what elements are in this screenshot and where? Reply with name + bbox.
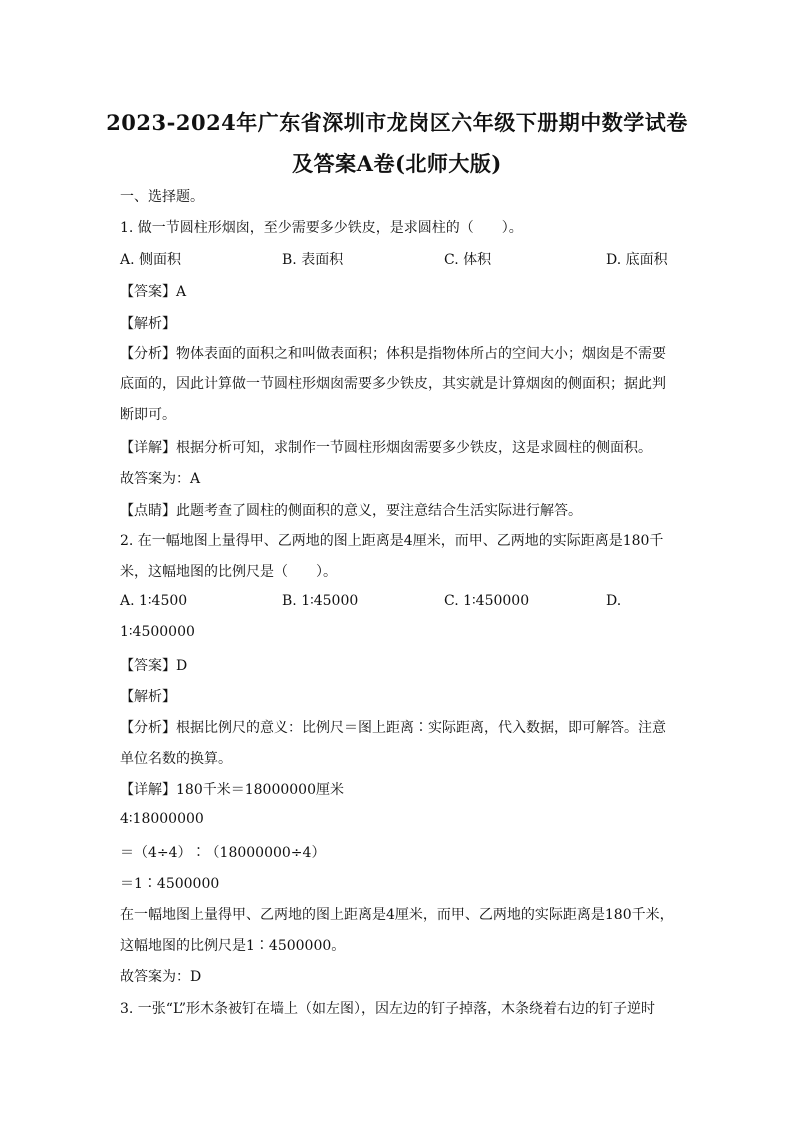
q1-fenxi-line-3: 断即可。 — [120, 407, 176, 423]
q2-detail-line-6: 这幅地图的比例尺是1∶4500000。 — [120, 938, 346, 954]
q1-analysis-label: 【解析】 — [120, 316, 176, 332]
q2-option-c: C. 1∶450000 — [444, 593, 530, 609]
q1-detail: 【详解】根据分析可知，求制作一节圆柱形烟囱需要多少铁皮，这是求圆柱的侧面积。 — [120, 440, 652, 456]
q2-fenxi-line-2: 单位名数的换算。 — [120, 751, 232, 767]
q2-detail-line-4: ＝1∶4500000 — [120, 876, 220, 892]
q1-option-d: D. 底面积 — [606, 252, 668, 268]
document-title-line-1: 2023-2024年广东省深圳市龙岗区六年级下册期中数学试卷 — [106, 110, 688, 135]
q2-option-d-value: 1∶4500000 — [120, 624, 195, 640]
q2-stem-line-1: 2. 在一幅地图上量得甲、乙两地的图上距离是4厘米，而甲、乙两地的实际距离是180千 — [120, 533, 664, 549]
q2-option-b: B. 1∶45000 — [282, 593, 359, 609]
q1-option-c: C. 体积 — [444, 252, 492, 268]
q2-option-d: D. — [606, 593, 622, 609]
q2-detail-line-5: 在一幅地图上量得甲、乙两地的图上距离是4厘米，而甲、乙两地的实际距离是180千米， — [120, 907, 674, 923]
q2-detail-line-1: 【详解】180千米＝18000000厘米 — [120, 782, 344, 798]
q2-final-answer: 故答案为：D — [120, 969, 202, 985]
section-header: 一、选择题。 — [120, 189, 204, 205]
q3-stem-line-1: 3. 一张“L”形木条被钉在墙上（如左图），因左边的钉子掉落，木条绕着右边的钉子逆时 — [120, 1001, 656, 1017]
q1-fenxi-line-2: 底面的，因此计算做一节圆柱形烟囱需要多少铁皮，其实就是计算烟囱的侧面积；据此判 — [120, 376, 666, 392]
q2-detail-line-3: ＝（4÷4）∶（18000000÷4） — [120, 845, 326, 861]
q1-answer: 【答案】A — [120, 284, 187, 300]
q1-option-b: B. 表面积 — [282, 252, 344, 268]
q2-fenxi-line-1: 【分析】根据比例尺的意义：比例尺＝图上距离∶实际距离，代入数据，即可解答。注意 — [120, 720, 666, 736]
q2-detail-line-2: 4∶18000000 — [120, 811, 204, 827]
q1-fenxi-line-1: 【分析】物体表面的面积之和叫做表面积；体积是指物体所占的空间大小；烟囱是不需要 — [120, 346, 666, 362]
q1-final-answer: 故答案为：A — [120, 471, 201, 487]
q2-option-a: A. 1∶4500 — [120, 593, 188, 609]
q1-option-a: A. 侧面积 — [120, 252, 182, 268]
q2-answer: 【答案】D — [120, 658, 188, 674]
q2-analysis-label: 【解析】 — [120, 689, 176, 705]
q1-stem: 1. 做一节圆柱形烟囱，至少需要多少铁皮，是求圆柱的（ ）。 — [120, 220, 523, 236]
document-title-line-2: 及答案A卷(北师大版) — [292, 151, 502, 176]
q1-dianjing: 【点睛】此题考查了圆柱的侧面积的意义，要注意结合生活实际进行解答。 — [120, 503, 582, 519]
q2-stem-line-2: 米，这幅地图的比例尺是（ ）。 — [120, 564, 337, 580]
